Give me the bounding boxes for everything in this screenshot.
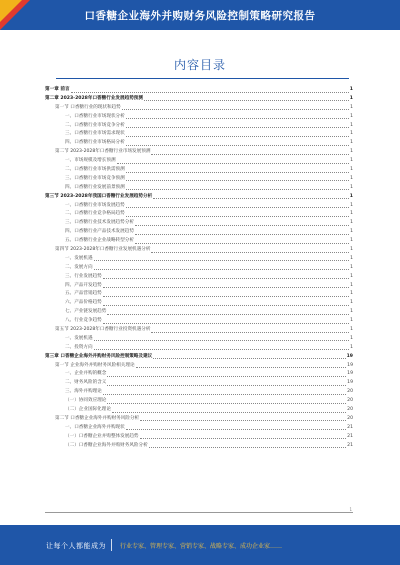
- toc-entry-text: 一、发展机遇: [65, 255, 93, 261]
- toc-entry-text: 六、产品价格趋势: [65, 300, 102, 306]
- toc-entry-page: 1: [350, 309, 353, 315]
- toc-entry[interactable]: [45, 282, 353, 291]
- toc-entry-page: 1: [350, 131, 353, 137]
- toc-entry[interactable]: [45, 148, 353, 157]
- toc-leader-dots: [126, 145, 349, 146]
- toc-leader-dots: [149, 447, 346, 448]
- toc-entry[interactable]: [45, 273, 353, 282]
- toc-entry[interactable]: [45, 246, 353, 255]
- toc-entry-page: 20: [347, 398, 353, 404]
- toc-leader-dots: [103, 296, 349, 297]
- toc-entry-page: 1: [350, 149, 353, 155]
- toc-entry-text: 五、产品营销趋势: [65, 291, 102, 297]
- toc-entry-page: 1: [350, 291, 353, 297]
- toc-entry-page: 1: [350, 264, 353, 270]
- toc-leader-dots: [126, 429, 346, 430]
- toc-entry-page: 21: [347, 442, 353, 448]
- toc-leader-dots: [107, 376, 346, 377]
- toc-leader-dots: [140, 438, 347, 439]
- header-banner: [0, 0, 400, 30]
- toc-leader-dots: [71, 92, 349, 93]
- toc-entry[interactable]: [45, 264, 353, 273]
- toc-leader-dots: [107, 314, 349, 315]
- toc-entry-text: 三、口香糖行业技术发展趋势分析: [65, 220, 134, 226]
- toc-leader-dots: [126, 127, 349, 128]
- toc-leader-dots: [135, 234, 349, 235]
- toc-entry[interactable]: [45, 290, 353, 299]
- toc-entry[interactable]: [45, 415, 353, 424]
- toc-leader-dots: [117, 163, 350, 164]
- toc-entry[interactable]: [45, 184, 353, 193]
- toc-entry[interactable]: [45, 308, 353, 317]
- toc-entry[interactable]: [45, 255, 353, 264]
- toc-entry[interactable]: [45, 335, 353, 344]
- toc-entry[interactable]: [45, 175, 353, 184]
- toc-entry-page: 1: [350, 202, 353, 208]
- toc-entry-page: 1: [350, 122, 353, 128]
- toc-entry-page: 1: [350, 229, 353, 235]
- toc-entry-page: 20: [347, 389, 353, 395]
- toc-entry-text: 第一节 企业海外并购财务风险相关理论: [55, 362, 135, 368]
- toc-leader-dots: [103, 394, 346, 395]
- toc-leader-dots: [144, 100, 349, 101]
- toc-entry-text: 三、海外并购理论: [65, 389, 102, 395]
- toc-leader-dots: [140, 420, 346, 421]
- toc-entry-text: 一、口香糖企业海外并购现状: [65, 424, 125, 430]
- toc-entry-page: 20: [347, 407, 353, 413]
- toc-leader-dots: [126, 189, 349, 190]
- toc-leader-dots: [112, 412, 346, 413]
- toc-leader-dots: [151, 332, 349, 333]
- toc-entry-page: 1: [350, 344, 353, 350]
- toc-entry-text: 第四节 2023-2028年口香糖行业发展机遇分析: [55, 247, 151, 253]
- toc-entry-page: 19: [346, 353, 353, 359]
- toc-entry[interactable]: [45, 166, 353, 175]
- toc-leader-dots: [135, 225, 349, 226]
- toc-entry[interactable]: [45, 157, 353, 166]
- toc-entry[interactable]: [45, 344, 353, 353]
- toc-entry-text: （二）口香糖企业海外并购财务风险分析: [65, 442, 148, 448]
- toc-entry[interactable]: [45, 388, 353, 397]
- toc-entry[interactable]: [45, 326, 353, 335]
- toc-entry-text: 第三章 口香糖企业海外并购财务风险控制策略及建议: [45, 353, 153, 359]
- toc-entry-page: 1: [350, 247, 353, 253]
- toc-entry-page: 1: [350, 167, 353, 172]
- toc-entry-text: 四、产品开发趋势: [65, 282, 102, 288]
- toc-entry-text: 二、发展方向: [65, 264, 93, 270]
- toc-entry[interactable]: [45, 442, 353, 451]
- toc-entry-text: 四、口香糖行业发展前景预测: [65, 184, 125, 190]
- toc-entry[interactable]: [45, 237, 353, 246]
- toc-entry-page: 1: [350, 300, 353, 306]
- toc-entry-text: 第三节 2023-2028年我国口香糖行业发展趋势分析: [45, 193, 153, 199]
- toc-heading-divider: [56, 78, 349, 79]
- report-title: 口香糖企业海外并购财务风险控制策略研究报告: [84, 10, 316, 22]
- toc-entry-page: 1: [350, 140, 353, 146]
- toc-entry-page: 1: [350, 158, 353, 164]
- toc-entry[interactable]: [45, 113, 353, 122]
- toc-leader-dots: [126, 136, 349, 137]
- toc-entry-text: 第五节 2023-2028年口香糖行业投资机遇分析: [55, 327, 151, 333]
- toc-entry-text: 一、口香糖行业市场现状分析: [65, 113, 125, 119]
- toc-entry-page: 1: [350, 255, 353, 261]
- toc-leader-dots: [126, 172, 349, 173]
- toc-entry[interactable]: [45, 406, 353, 415]
- toc-entry-page: 19: [347, 362, 353, 368]
- toc-entry-text: 第一章 前言: [45, 86, 70, 92]
- toc-entry-page: 1: [350, 184, 353, 190]
- toc-entry-page: 1: [350, 104, 353, 110]
- toc-entry-page: 21: [347, 433, 353, 439]
- toc-entry-page: 1: [350, 282, 353, 288]
- toc-leader-dots: [103, 323, 349, 324]
- toc-entry-page: 19: [347, 371, 353, 377]
- toc-entry-text: 二、口香糖行业市场竞争分析: [65, 122, 125, 128]
- toc-leader-dots: [122, 109, 349, 110]
- toc-entry[interactable]: [45, 210, 353, 219]
- toc-leader-dots: [94, 340, 349, 341]
- toc-leader-dots: [126, 216, 349, 217]
- toc-entry-page: 1: [349, 193, 353, 199]
- toc-entry[interactable]: [45, 139, 353, 148]
- toc-entry[interactable]: [45, 104, 353, 113]
- toc-entry[interactable]: [45, 299, 353, 308]
- toc-entry-page: 1: [350, 113, 353, 119]
- toc-entry-page: 1: [350, 335, 353, 341]
- toc-entry[interactable]: [45, 433, 353, 442]
- toc-entry-page: 1: [350, 273, 353, 279]
- toc-entry-text: （一）口香糖企业并购整体发展趋势: [65, 433, 139, 439]
- footer-separator: [111, 539, 112, 551]
- toc-leader-dots: [94, 260, 349, 261]
- toc-leader-dots: [103, 278, 349, 279]
- toc-entry-text: 二、投资方向: [65, 344, 93, 350]
- toc-leader-dots: [126, 180, 349, 181]
- page-divider: [45, 512, 353, 513]
- toc-entry-text: 第二章 2023-2028年口香糖行业发展趋势预测: [45, 95, 143, 101]
- toc-entry-text: 一、口香糖行业市场发展趋势: [65, 202, 125, 208]
- toc-entry[interactable]: [45, 219, 353, 228]
- toc-entry[interactable]: [45, 317, 353, 326]
- toc-entry-text: 二、口香糖行业市场供需预测: [65, 167, 125, 172]
- toc-entry[interactable]: [45, 122, 353, 131]
- toc-leader-dots: [94, 269, 349, 270]
- toc-entry[interactable]: [45, 95, 353, 104]
- toc-entry-page: 1: [350, 175, 353, 181]
- toc-entry-text: 第一节 口香糖行业的现状和趋势: [55, 104, 121, 110]
- toc-heading: 内容目录: [173, 58, 226, 72]
- toc-leader-dots: [135, 243, 349, 244]
- toc-leader-dots: [107, 403, 346, 404]
- toc-leader-dots: [151, 252, 349, 253]
- toc-entry-page: 20: [347, 415, 353, 421]
- toc-entry-page: 19: [347, 380, 353, 386]
- footer-banner: [0, 525, 400, 565]
- toc-leader-dots: [103, 287, 349, 288]
- toc-entry-text: 八、行业竞争趋势: [65, 318, 102, 324]
- toc-entry-text: 五、口香糖行业企业战略转型分析: [65, 238, 134, 244]
- toc-entry-text: （一）协同效应理论: [65, 398, 107, 404]
- toc-leader-dots: [153, 358, 345, 359]
- toc-entry-page: 1: [349, 86, 353, 92]
- toc-entry-text: 二、口香糖行业竞争格局趋势: [65, 211, 125, 217]
- toc-entry-page: 1: [349, 95, 353, 101]
- toc-leader-dots: [94, 349, 349, 350]
- toc-entry[interactable]: [45, 379, 353, 388]
- footer-slogan: 让每个人都能成为: [46, 542, 106, 550]
- table-of-contents: [45, 86, 353, 451]
- footer-tagline: 行业专家、管理专家、营销专家、战略专家、成功企业家……: [120, 543, 283, 550]
- toc-entry-text: 第二节 2023-2028年口香糖行业市场发展预测: [55, 149, 151, 155]
- toc-leader-dots: [151, 154, 349, 155]
- toc-entry[interactable]: [45, 202, 353, 211]
- toc-entry[interactable]: [45, 130, 353, 139]
- toc-leader-dots: [103, 305, 349, 306]
- toc-entry-text: 一、发展机遇: [65, 335, 93, 341]
- toc-entry-page: 1: [350, 211, 353, 217]
- toc-entry-text: 二、财务风险的含义: [65, 380, 107, 386]
- toc-entry-text: （二）企业国际化理论: [65, 407, 111, 413]
- toc-entry[interactable]: [45, 86, 353, 95]
- toc-leader-dots: [107, 385, 346, 386]
- toc-entry-page: 1: [350, 327, 353, 333]
- toc-entry[interactable]: [45, 371, 353, 380]
- toc-entry-page: 1: [350, 238, 353, 244]
- toc-leader-dots: [126, 118, 349, 119]
- page-number: 1: [349, 507, 352, 512]
- toc-entry-text: 七、产业链发展趋势: [65, 309, 107, 315]
- toc-entry-text: 三、口香糖行业市场需求现状: [65, 131, 125, 137]
- toc-entry-page: 1: [350, 220, 353, 226]
- toc-entry-page: 21: [347, 424, 353, 430]
- toc-entry[interactable]: [45, 362, 353, 371]
- toc-leader-dots: [126, 207, 349, 208]
- toc-entry[interactable]: [45, 193, 353, 202]
- toc-entry-text: 一、企业并购的概念: [65, 371, 107, 377]
- toc-entry-text: 第二节 口香糖企业海外并购财务风险分析: [55, 415, 140, 421]
- toc-entry-text: 三、口香糖行业市场竞争预测: [65, 175, 125, 181]
- toc-leader-dots: [136, 367, 347, 368]
- toc-entry[interactable]: [45, 228, 353, 237]
- toc-entry-page: 1: [350, 318, 353, 324]
- toc-entry[interactable]: [45, 353, 353, 362]
- toc-entry-text: 一、市场规模及增长预测: [65, 158, 116, 164]
- toc-entry-text: 四、口香糖行业市场格局分析: [65, 140, 125, 146]
- toc-entry-text: 四、口香糖行业产品技术发展趋势: [65, 229, 134, 235]
- toc-entry-text: 三、行业发展趋势: [65, 273, 102, 279]
- toc-entry[interactable]: [45, 424, 353, 433]
- toc-leader-dots: [153, 198, 349, 199]
- toc-entry[interactable]: [45, 397, 353, 406]
